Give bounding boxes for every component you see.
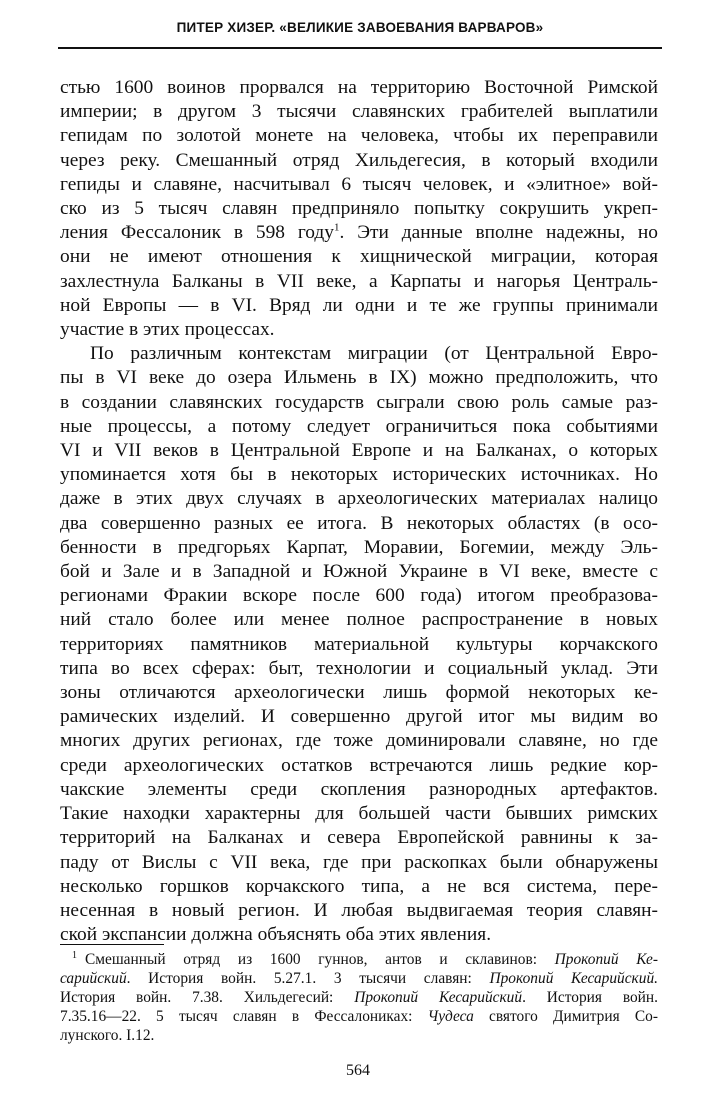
text-line: ные процессы, а потому следует ограничиться пока событиями	[60, 415, 658, 437]
footnote-citation: сарийский	[60, 970, 127, 987]
text-line: гепидам по золотой монете на человека, чтобы их переправили	[60, 125, 658, 147]
text-line: По различным контекстам миграции (от Центральной Евро-	[90, 343, 658, 365]
footnote-citation: Чудеса	[427, 1008, 474, 1025]
footnote-line: лунского. I.12.	[60, 1027, 155, 1044]
text-line: бой и Зале и в Западной и Южной Украине в VI веке, вместе с	[60, 561, 658, 583]
text-line: типа во всех сферах: быт, технологии и социальный уклад. Эти	[60, 657, 658, 679]
text-line: VI и VII веков в Центральной Европе и на Балканах, о которых	[60, 440, 658, 462]
text-line: участие в этих процессах.	[60, 319, 275, 341]
header-rule	[58, 47, 662, 49]
text-line: несколько горшков корчакского типа, а не вся система, пере-	[60, 875, 658, 897]
paragraph-2	[60, 342, 658, 947]
text-line: два совершенно разных ее итога. В некоторых областях (в осо-	[60, 512, 658, 534]
text-line: ний стало более или менее полное распространение в новых	[60, 609, 658, 631]
text-line: ской экспансии должна объяснять оба этих явления.	[60, 924, 492, 946]
footnote-text: святого Димитрия Со-	[473, 1008, 658, 1025]
text-line: даже в этих двух случаях в археологических материалах налицо	[60, 488, 658, 510]
text-line: захлестнула Балканы в VII веке, а Карпаты и нагорья Централь-	[60, 270, 658, 292]
footnote	[60, 950, 658, 1045]
running-header: ПИТЕР ХИЗЕР. «ВЕЛИКИЕ ЗАВОЕВАНИЯ ВАРВАРОВ»	[176, 20, 544, 35]
text-line: рамических изделий. И совершенно другой итог мы видим во	[60, 706, 658, 728]
text-line: среди археологических остатков встречаются лишь редкие кор-	[60, 754, 658, 776]
footnote-text: 7.35.16—22. 5 тысяч славян в Фессалониках:	[60, 1008, 428, 1025]
text-line: они не имеют отношения к хищнической миграции, которая	[60, 246, 658, 268]
text-line: чакские элементы среди скопления разнородных артефактов.	[60, 778, 658, 800]
text-line: бенности в предгорьях Карпат, Моравии, Богемии, между Эль-	[60, 536, 658, 558]
main-text	[60, 76, 658, 947]
text-line: территориях памятников материальной культуры корчакского	[60, 633, 658, 655]
footnote-text: . История войн. 5.27.1. 3 тысячи славян:	[126, 970, 490, 987]
text-line: зоны отличаются археологически лишь формой некоторых ке-	[60, 682, 658, 704]
footnote-text: . История войн.	[522, 989, 659, 1006]
text-line: Такие находки характерны для большей части бывших римских	[60, 803, 658, 825]
text-line: стью 1600 воинов прорвался на территорию Восточной Римской	[60, 77, 658, 98]
footnote-citation: Прокопий Ке-	[554, 951, 658, 968]
text-line: многих других регионах, где тоже доминировали славяне, но где	[60, 730, 658, 752]
footnote-line	[60, 988, 658, 1007]
footnote-reference: 1	[334, 221, 340, 234]
text-fragment: Эти данные вполне надежны, но	[357, 222, 658, 244]
text-fragment: ления Фессалоник в 598 году	[60, 222, 334, 244]
text-line: гепиды и славяне, насчитывал 6 тысяч человек, и «элитное» вой-	[60, 173, 658, 195]
text-line: пы в VI веке до озера Ильмень в IX) можно предположить, что	[60, 367, 658, 389]
text-line: несенная в новый регион. И любая выдвигаемая теория славян-	[60, 899, 658, 921]
text-line-with-footnote: ления Фессалоник в 598 году$^1$. Эти данные вполне надежны, но	[60, 221, 658, 244]
text-line: ско из 5 тысяч славян предприняло попытку сокрушить укреп-	[60, 198, 658, 220]
footnote-mark: 1	[72, 949, 77, 961]
footnote-citation: Прокопий Кесарийский	[354, 989, 523, 1006]
paragraph-1	[60, 76, 658, 342]
text-line: паду от Вислы с VII века, где при раскопках были обнаружены	[60, 851, 658, 873]
text-line: империи; в другом 3 тысячи славянских грабителей выплатили	[60, 101, 658, 123]
footnote-line	[60, 969, 658, 988]
footnote-citation: Прокопий Кесарийский.	[489, 970, 658, 987]
text-line: ной Европы — в VI. Вряд ли одни и те же группы принимали	[60, 294, 658, 316]
footnote-text: Смешанный отряд из 1600 гуннов, антов и склавинов:	[85, 951, 555, 968]
text-line: через реку. Смешанный отряд Хильдегесия, в который входили	[60, 149, 658, 171]
text-line: упоминается хотя бы в некоторых исторических источниках. Но	[60, 464, 658, 486]
footnote-line	[60, 1007, 658, 1026]
footnote-text: История войн. 7.38. Хильдегесий:	[60, 989, 355, 1006]
text-line: территорий на Балканах и севера Европейской равнины к за-	[60, 827, 658, 849]
text-line: в создании славянских государств сыграли свою роль самые раз-	[60, 391, 658, 413]
footnote-line	[60, 950, 658, 969]
footnote-separator	[60, 944, 164, 945]
text-line: регионами Фракии вскоре после 600 года) итогом преобразова-	[60, 585, 658, 607]
page-number: 564	[346, 1062, 370, 1079]
